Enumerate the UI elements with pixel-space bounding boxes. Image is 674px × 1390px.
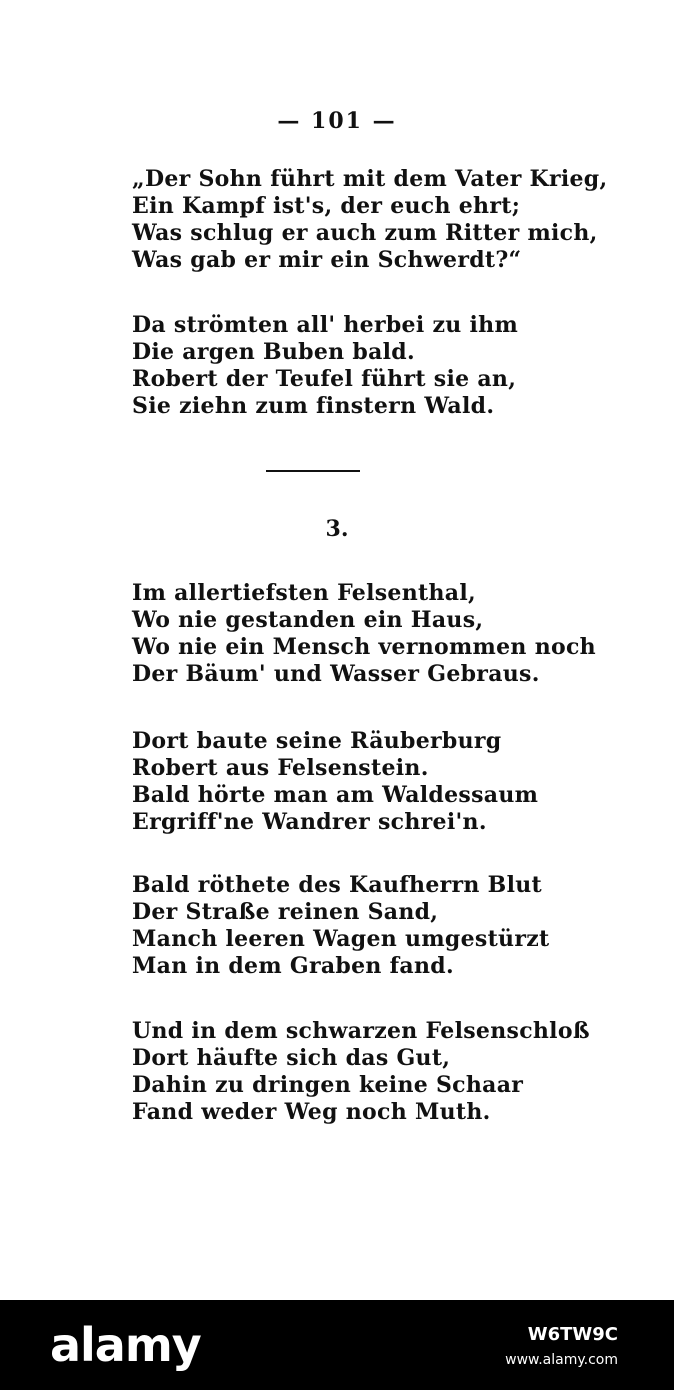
verse-line: Dahin zu dringen keine Schaar [132, 1072, 524, 1098]
verse-line: Ein Kampf ist's, der euch ehrt; [132, 193, 521, 219]
verse-line: Sie ziehn zum finstern Wald. [132, 393, 495, 419]
verse-line: Robert der Teufel führt sie an, [132, 366, 517, 392]
watermark-banner [0, 1300, 674, 1390]
verse-line: Dort häufte sich das Gut, [132, 1045, 451, 1071]
verse-line: Da strömten all' herbei zu ihm [132, 312, 519, 338]
verse-line: Ergriff'ne Wandrer schrei'n. [132, 809, 487, 835]
site-url: www.alamy.com [505, 1352, 618, 1368]
stanza-4 [132, 728, 538, 836]
verse-line: Wo nie ein Mensch vernommen noch [132, 634, 596, 660]
stanza-5 [132, 872, 549, 980]
stanza-2 [132, 312, 518, 420]
stanza-1 [132, 166, 607, 274]
page-number: — 101 — [277, 108, 397, 134]
verse-line: Manch leeren Wagen umgestürzt [132, 926, 550, 952]
section-number: 3. [325, 516, 349, 542]
verse-line: Robert aus Felsenstein. [132, 755, 429, 781]
verse-line: Was gab er mir ein Schwerdt?“ [132, 247, 522, 273]
verse-line: Bald röthete des Kaufherrn Blut [132, 872, 542, 898]
verse-line: „Der Sohn führt mit dem Vater Krieg, [132, 166, 608, 192]
section-divider [266, 470, 360, 472]
verse-line: Im allertiefsten Felsenthal, [132, 580, 476, 606]
verse-line: Bald hörte man am Waldessaum [132, 782, 539, 808]
image-id: W6TW9C [527, 1324, 618, 1345]
stanza-6 [132, 1018, 590, 1126]
verse-line: Man in dem Graben fand. [132, 953, 454, 979]
verse-line: Der Bäum' und Wasser Gebraus. [132, 661, 540, 687]
verse-line: Was schlug er auch zum Ritter mich, [132, 220, 598, 246]
verse-line: Fand weder Weg noch Muth. [132, 1099, 491, 1125]
alamy-logo: alamy [50, 1318, 201, 1372]
stanza-3 [132, 580, 596, 688]
verse-line: Wo nie gestanden ein Haus, [132, 607, 484, 633]
verse-line: Der Straße reinen Sand, [132, 899, 439, 925]
verse-line: Und in dem schwarzen Felsenschloß [132, 1018, 590, 1044]
verse-line: Dort baute seine Räuberburg [132, 728, 502, 754]
verse-line: Die argen Buben bald. [132, 339, 415, 365]
